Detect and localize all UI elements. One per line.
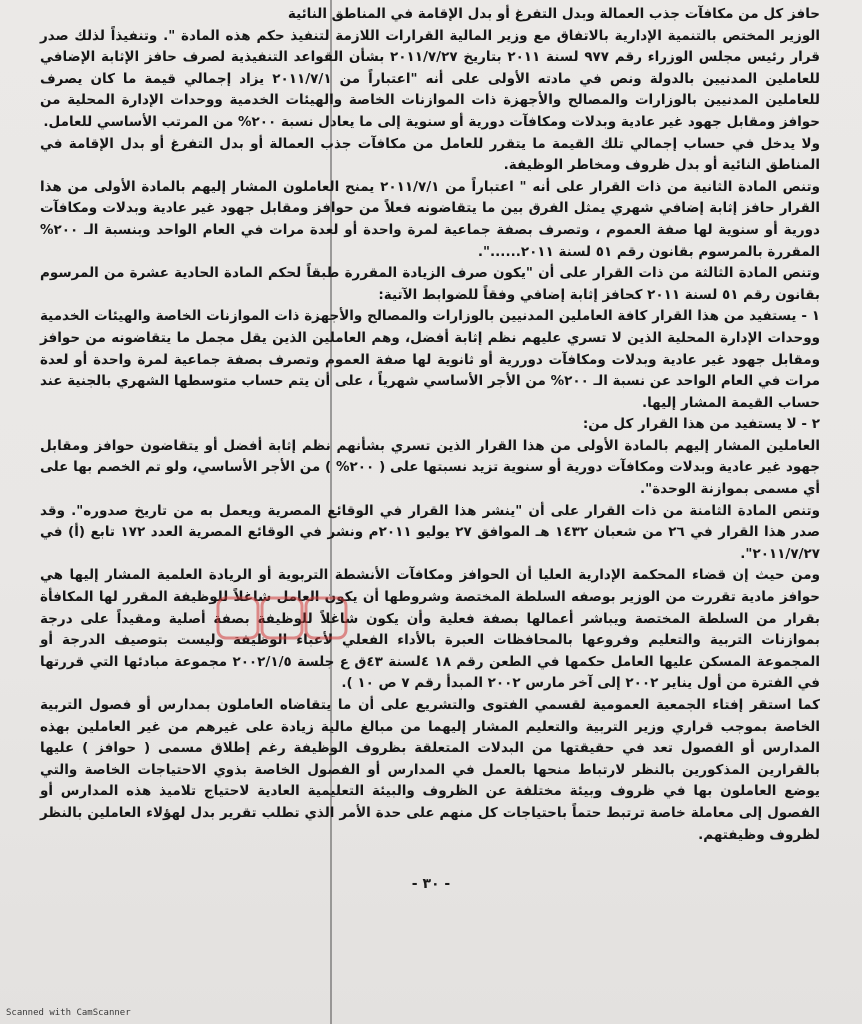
paragraph: وتنص المادة الثانية من ذات القرار على أنه " اعتباراً من ٢٠١١/٧/١ يمنح العاملون المشار إليهم بالمادة الأولى من هذا القرار حافز إثابة إضافي شهري يمثل الفرق بين ما يتقاضونه فعلاً من حوافز ومقابل جهود غير عادية وبدلات ومكافآت دورية أو سنوية لها صفة العموم ، وتصرف بصفة جماعية لمرة واحدة أو لعدة مرات في العام الواحد وبنسبة الـ ٢٠٠% المقررة بالمرسوم بقانون رقم ٥١ لسنة ٢٠١١......". — [40, 178, 820, 260]
paragraph: ومن حيث إن قضاء المحكمة الإدارية العليا أن الحوافز ومكافآت الأنشطة التربوية أو الريادة العلمية المشار إليها هي حوافز مادية تقررت من الوزير بوصفه السلطة المختصة وشروطها أن يكون العامل شاغلاً للوظيفة المقرر لها المكافأة بقرار من السلطة المختصة ويباشر أعمالها بصفة فعلية وأن يكون شاغلاً للوظيفة بصفة أصلية ومقيداً على درجة بموازنات التربية والتعليم وفروعها بالمحافظات العبرة بالأداء الفعلي لأعباء الوظيفة وليست بتوصيف الدرجة أو المجموعة المسكن عليها العامل حكمها في الطعن رقم ١٨ ٤لسنة ٤٣ق ع جلسة ٢٠٠٢/١/٥ مجموعة مبادئها التي قررتها في الفترة من أول يناير ٢٠٠٢ إلى آخر مارس ٢٠٠٢ المبدأ رقم ٧ ص ١٠ ). — [40, 567, 820, 692]
paragraph: وتنص المادة الثالثة من ذات القرار على أن "يكون صرف الزيادة المقررة طبقاً لحكم المادة الحادية عشرة من المرسوم بقانون رقم ٥١ لسنة ٢٠١١ كحافز إثابة إضافي وفقاً للضوابط الآتية: — [40, 265, 820, 303]
paragraph: ٢ - لا يستفيد من هذا القرار كل من: — [582, 416, 820, 433]
paragraph: العاملين المشار إليهم بالمادة الأولى من هذا القرار الذين تسري بشأنهم نظم إثابة أفضل أو يتقاضون حوافز ومقابل جهود غير عادية وبدلات ومكافآت دورية أو سنوية تزيد نسبتها على ( ٢٠٠% ) من الأجر الأساسي، ولو تم الخصم بها على أي مسمى بموازنة الوحدة". — [40, 437, 820, 498]
paragraph: ١ - يستفيد من هذا القرار كافة العاملين المدنيين بالوزارات والمصالح والأجهزة ذات الموازنات الخاصة والهيئات الخدمية ووحدات الإدارة المحلية الذين لا تسري عليهم نظم إثابة أفضل، وهم العاملين الذين يقل مجمل ما يتقاضونه من حوافز ومقابل جهود غير عادية وبدلات ومكافآت دوررية أو ثانوية لها صفة العموم وتصرف بصفة جماعية لمرة واحدة أو لعدة مرات في العام الواحد عن نسبة الـ ٢٠٠% من الأجر الأساسي شهرياً ، على أن يتم حساب متوسطها الشهري بالجنية عند حساب القيمة المشار إليها. — [40, 308, 820, 411]
paragraph: كما استقر إفتاء الجمعية العمومية لقسمي الفتوى والتشريع على أن ما يتقاضاه العاملون بمدارس أو فصول التربية الخاصة بموجب قراري وزير التربية والتعليم المشار إليهما من مبالغ مالية زيادة على غيرهم من غير العاملين بهذه المدارس أو الفصول تعد في حقيقتها من البدلات المتعلقة بظروف الوظيفة رغم إطلاق مسمى ( حوافز ) عليها بالقرارين المذكورين بالنظر لارتباط منحها بالعمل في المدارس أو الفصول الخاصة بذوي الاحتياجات الخاصة والتي يوضع العاملون بها في ظروف وبيئة مختلفة عن الظروف والبيئة التعليمية العادية لاحتياج تلاميذ هذه المدارس أو الفصول إلى معاملة خاصة ترتبط حتماً باحتياجات كل منهم على حدة الأمر الذي تطلب تقرير بدل لهؤلاء العاملين بالنظر لظروف وظيفتهم. — [40, 697, 820, 843]
scanner-footer: Scanned with CamScanner — [6, 1008, 131, 1018]
paragraph: حافز كل من مكافآت جذب العمالة وبدل التفرغ أو بدل الإقامة في المناطق النائية — [287, 6, 820, 22]
paragraph: الوزير المختص بالتنمية الإدارية بالاتفاق مع وزير المالية القرارات اللازمة لتنفيذ حكم هذه المادة ". وتنفيذاً لذلك صدر قرار رئيس مجلس الوزراء رقم ٩٧٧ لسنة ٢٠١١ بتاريخ ٢٠١١/٧/٢٧ بشأن القواعد التنفيذية لصرف حافز الإثابة الإضافي للعاملين المدنيين بالدولة ونص في مادته الأولى على أنه "اعتباراً من ٢٠١١/٧/١ يزاد إجمالي قيمة ما كان يصرف للعاملين المدنيين بالوزارات والمصالح والأجهزة ذات الموازنات الخاصة والهيئات الخدمية ووحدات الإدارة المحلية من حوافز ومقابل جهود غير عادية وبدلات ومكافآت دورية أو سنوية إلى ما يعادل نسبة ٢٠٠% من المرتب الأساسي للعامل. — [40, 27, 820, 130]
document-body — [40, 4, 820, 846]
paragraph: ولا يدخل في حساب إجمالي تلك القيمة ما يتقرر للعامل من مكافآت جذب العمالة أو بدل التفرغ أو بدل الإقامة في المناطق النائية أو بدل ظروف ومخاطر الوظيفة. — [40, 135, 820, 174]
page-number: - ٣٠ - — [411, 876, 451, 892]
paragraph: وتنص المادة الثامنة من ذات القرار على أن "ينشر هذا القرار في الوقائع المصرية ويعمل به من تاريخ صدوره". وقد صدر هذا القرار في ٢٦ من شعبان ١٤٣٢ هـ الموافق ٢٧ يوليو ٢٠١١م ونشر في الوقائع المصرية العدد ١٧٢ تابع (أ) في ٢٠١١/٧/٢٧". — [40, 502, 820, 562]
watermark-stamp — [212, 588, 372, 658]
